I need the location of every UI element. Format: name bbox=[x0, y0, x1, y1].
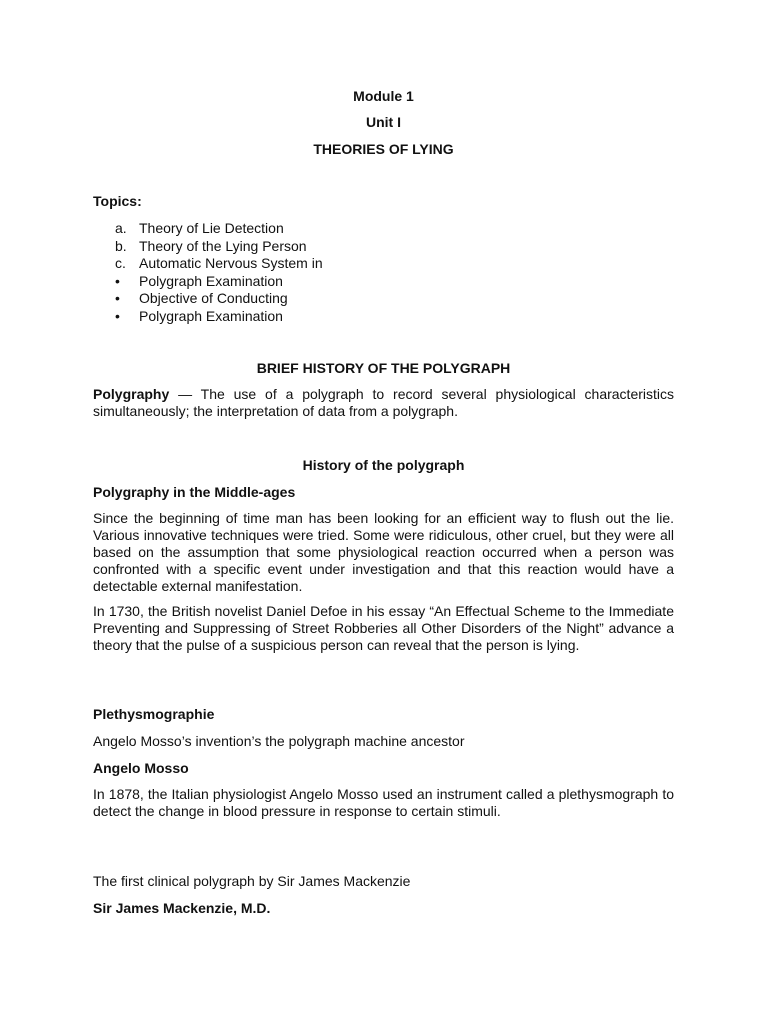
middle-ages-paragraph: Since the beginning of time man has been looking for an efficient way to flush out the lie. Various innovative techniques were tried. Some were ridiculous, other cruel, but they were all based on the assumption that some physiological reaction occurred when a person was confronted with a specific event under investigation and that this reaction would have a detectable external manifestation. bbox=[93, 510, 674, 594]
defoe-paragraph: In 1730, the British novelist Daniel Defoe in his essay “An Effectual Scheme to the Immediate Preventing and Suppressing of Street Robberies all Other Disorders of the Night” advance a theory that the pulse of a suspicious person can reveal that the person is lying. bbox=[93, 603, 674, 653]
bullet-icon: • bbox=[115, 307, 120, 324]
list-item-text: Automatic Nervous System in bbox=[139, 255, 323, 271]
page-title: THEORIES OF LYING bbox=[313, 141, 454, 157]
list-marker: b. bbox=[115, 237, 127, 254]
bullet-icon: • bbox=[115, 290, 120, 306]
polygraphy-definition bbox=[93, 386, 674, 420]
unit-title: Unit I bbox=[366, 114, 401, 130]
list-item bbox=[115, 255, 323, 273]
plethysmographie-text: Angelo Mosso’s invention’s the polygraph machine ancestor bbox=[93, 733, 465, 749]
list-item-text: Objective of Conducting bbox=[139, 290, 288, 306]
list-item bbox=[115, 308, 323, 326]
list-item bbox=[115, 273, 323, 291]
list-item-text: Polygraph Examination bbox=[139, 307, 283, 324]
list-marker: c. bbox=[115, 255, 126, 271]
list-item-text: Theory of Lie Detection bbox=[139, 220, 284, 236]
list-item-text: Theory of the Lying Person bbox=[139, 237, 307, 254]
mackenzie-intro: The first clinical polygraph by Sir James Mackenzie bbox=[93, 873, 411, 889]
middle-ages-heading: Polygraphy in the Middle-ages bbox=[93, 484, 296, 500]
brief-history-title: BRIEF HISTORY OF THE POLYGRAPH bbox=[256, 360, 511, 376]
mosso-heading: Angelo Mosso bbox=[93, 760, 189, 776]
module-title: Module 1 bbox=[353, 88, 414, 104]
list-item bbox=[115, 238, 323, 256]
list-item-text: Polygraph Examination bbox=[139, 272, 283, 289]
polygraphy-definition-text: — The use of a polygraph to record several physiological characteristics simultaneously; the interpretation of data from a polygraph. bbox=[93, 386, 674, 419]
list-item bbox=[115, 220, 323, 238]
history-title: History of the polygraph bbox=[302, 457, 465, 473]
bullet-icon: • bbox=[115, 272, 120, 289]
plethysmographie-heading: Plethysmographie bbox=[93, 706, 215, 722]
polygraphy-term: Polygraphy bbox=[93, 386, 170, 402]
list-item bbox=[115, 290, 323, 308]
topics-label: Topics: bbox=[93, 193, 142, 209]
topics-list bbox=[115, 220, 323, 325]
mosso-paragraph: In 1878, the Italian physiologist Angelo Mosso used an instrument called a plethysmograph to detect the change in blood pressure in response to certain stimuli. bbox=[93, 786, 674, 819]
mackenzie-heading: Sir James Mackenzie, M.D. bbox=[93, 900, 271, 916]
list-marker: a. bbox=[115, 220, 127, 236]
